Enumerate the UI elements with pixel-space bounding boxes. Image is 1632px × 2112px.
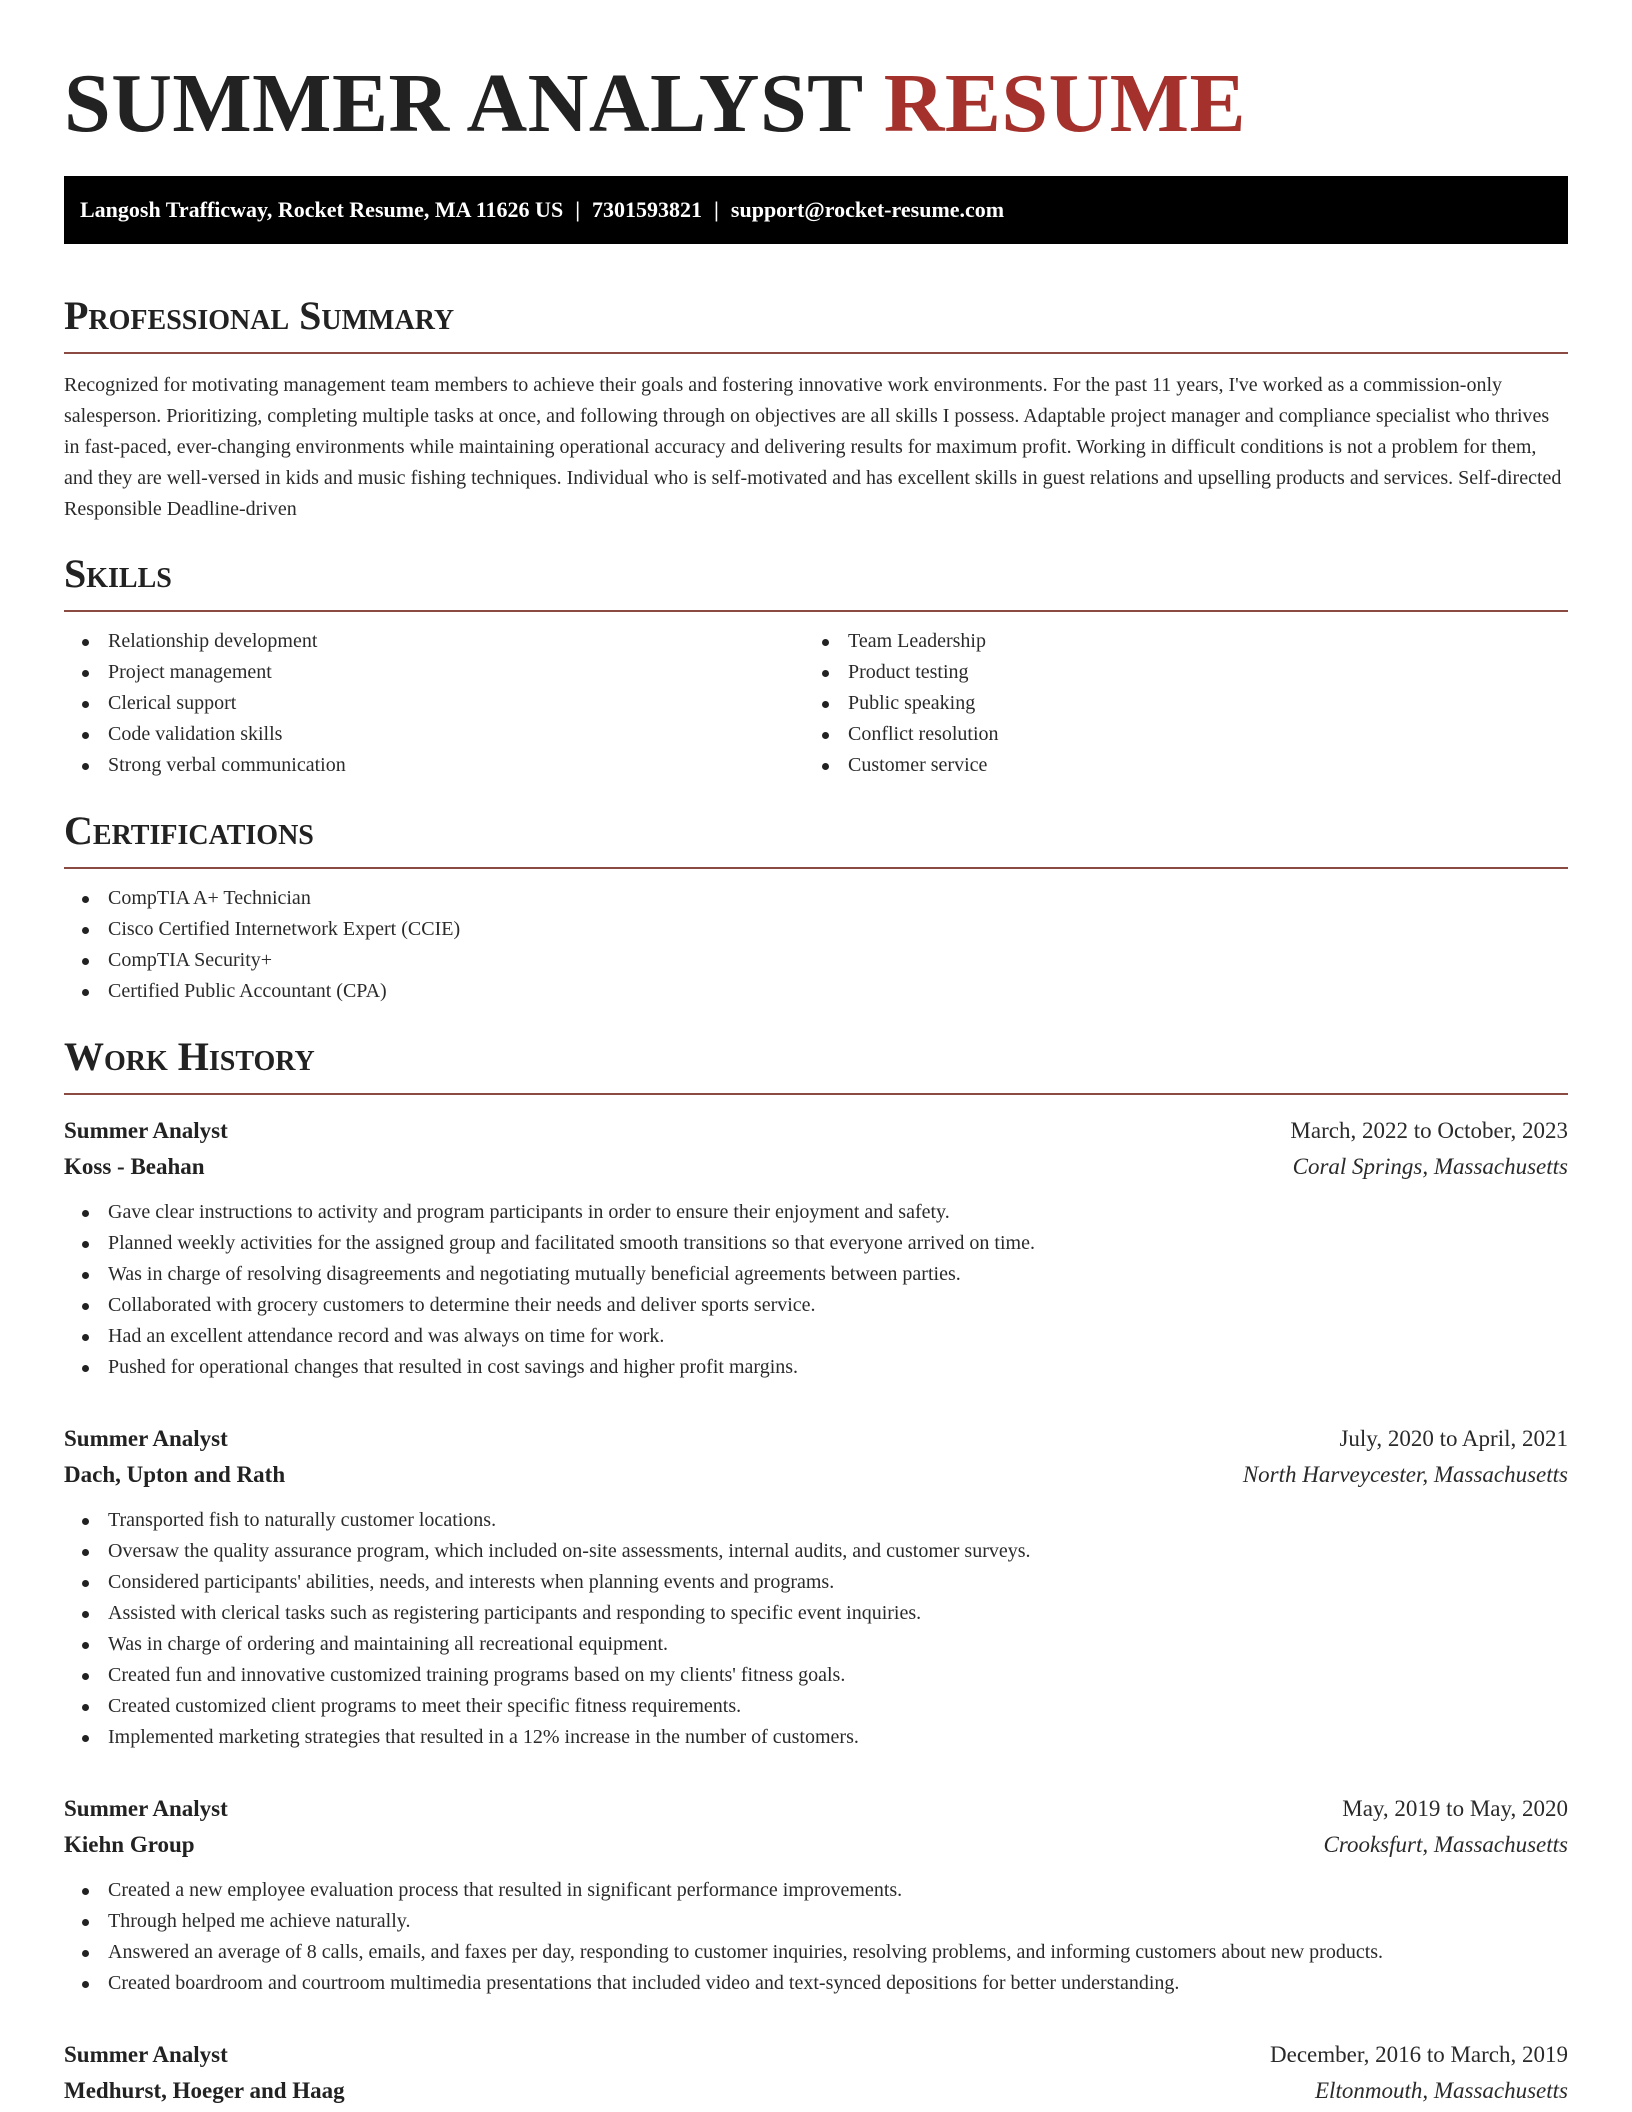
job-location: Coral Springs, Massachusetts <box>1292 1154 1568 1179</box>
list-item: Conflict resolution <box>804 719 1544 750</box>
title-accent: RESUME <box>883 57 1247 150</box>
section-heading: Work History <box>64 1035 1568 1095</box>
list-item: Gave clear instructions to activity and program participants in order to ensure their enjoyment and safety. <box>64 1197 1568 1228</box>
job-entry <box>64 2037 1568 2109</box>
job-bullets <box>64 1197 1568 1383</box>
title-main: SUMMER ANALYST <box>64 57 863 150</box>
job-head <box>64 1827 1568 1863</box>
job-location: Crooksfurt, Massachusetts <box>1323 1832 1568 1857</box>
skills-section <box>64 552 1568 781</box>
certifications-list <box>64 883 1568 1007</box>
job-title: Summer Analyst <box>64 1426 228 1451</box>
job-head <box>64 2073 1568 2109</box>
job-entry <box>64 1113 1568 1383</box>
list-item: Created a new employee evaluation process that resulted in significant performance improvements. <box>64 1875 1568 1906</box>
list-item: Created customized client programs to meet their specific fitness requirements. <box>64 1691 1568 1722</box>
job-company: Medhurst, Hoeger and Haag <box>64 2078 345 2103</box>
list-item: Project management <box>64 657 804 688</box>
job-bullets <box>64 1505 1568 1753</box>
list-item: Product testing <box>804 657 1544 688</box>
list-item: Clerical support <box>64 688 804 719</box>
list-item: Answered an average of 8 calls, emails, and faxes per day, responding to customer inquiries, resolving problems, and informing customers about new products. <box>64 1937 1568 1968</box>
job-location: North Harveycester, Massachusetts <box>1242 1462 1568 1487</box>
job-bullets <box>64 1875 1568 1999</box>
certifications-section <box>64 809 1568 1007</box>
summary-text: Recognized for motivating management team members to achieve their goals and fostering innovative work environments. For the past 11 years, I've worked as a commission-only salesperson. Prioritizing, completing multiple tasks at once, and following through on objectives are all skills I possess. Adaptable project manager and compliance specialist who thrives in fast-paced, ever-changing environments while maintaining operational accuracy and delivering results for maximum profit. Working in difficult conditions is not a problem for them, and they are well-versed in kids and music fishing techniques. Individual who is self-motivated and has excellent skills in guest relations and upselling products and services. Self-directed Responsible Deadline-driven <box>64 374 1562 520</box>
skills-list-right <box>804 626 1544 781</box>
job-title: Summer Analyst <box>64 2042 228 2067</box>
resume-title <box>64 0 1568 152</box>
job-head <box>64 1113 1568 1149</box>
list-item: Through helped me achieve naturally. <box>64 1906 1568 1937</box>
list-item: Created fun and innovative customized training programs based on my clients' fitness goals. <box>64 1660 1568 1691</box>
contact-bar <box>64 176 1568 244</box>
list-item: Team Leadership <box>804 626 1544 657</box>
section-heading: Skills <box>64 552 1568 612</box>
list-item: Customer service <box>804 750 1544 781</box>
list-item: Was in charge of ordering and maintaining all recreational equipment. <box>64 1629 1568 1660</box>
list-item: CompTIA Security+ <box>64 945 1568 976</box>
section-heading: Professional Summary <box>64 294 1568 354</box>
job-title: Summer Analyst <box>64 1118 228 1143</box>
job-dates: July, 2020 to April, 2021 <box>1339 1426 1568 1451</box>
skills-list-left <box>64 626 804 781</box>
job-company: Koss - Beahan <box>64 1154 205 1179</box>
contact-email[interactable]: support@rocket-resume.com <box>730 197 1005 222</box>
resume-page <box>64 0 1568 2109</box>
job-head <box>64 2037 1568 2073</box>
list-item: Had an excellent attendance record and was always on time for work. <box>64 1321 1568 1352</box>
list-item: CompTIA A+ Technician <box>64 883 1568 914</box>
list-item: Certified Public Accountant (CPA) <box>64 976 1568 1007</box>
list-item: Code validation skills <box>64 719 804 750</box>
job-company: Kiehn Group <box>64 1832 195 1857</box>
list-item: Cisco Certified Internetwork Expert (CCIE) <box>64 914 1568 945</box>
job-location: Eltonmouth, Massachusetts <box>1315 2078 1568 2103</box>
contact-separator: | <box>714 197 719 222</box>
job-dates: May, 2019 to May, 2020 <box>1342 1796 1568 1821</box>
list-item: Assisted with clerical tasks such as registering participants and responding to specific event inquiries. <box>64 1598 1568 1629</box>
list-item: Collaborated with grocery customers to determine their needs and deliver sports service. <box>64 1290 1568 1321</box>
skills-grid <box>64 626 1568 781</box>
job-title: Summer Analyst <box>64 1796 228 1821</box>
work-history-section <box>64 1035 1568 2109</box>
contact-address: Langosh Trafficway, Rocket Resume, MA 11626 US <box>80 197 564 222</box>
job-entry <box>64 1421 1568 1753</box>
contact-phone: 7301593821 <box>592 197 703 222</box>
list-item: Strong verbal communication <box>64 750 804 781</box>
list-item: Relationship development <box>64 626 804 657</box>
list-item: Transported fish to naturally customer locations. <box>64 1505 1568 1536</box>
professional-summary-section <box>64 294 1568 525</box>
job-head <box>64 1457 1568 1493</box>
job-head <box>64 1149 1568 1185</box>
job-dates: March, 2022 to October, 2023 <box>1290 1118 1568 1143</box>
section-heading: Certifications <box>64 809 1568 869</box>
job-head <box>64 1791 1568 1827</box>
list-item: Considered participants' abilities, needs, and interests when planning events and programs. <box>64 1567 1568 1598</box>
job-head <box>64 1421 1568 1457</box>
list-item: Planned weekly activities for the assigned group and facilitated smooth transitions so that everyone arrived on time. <box>64 1228 1568 1259</box>
list-item: Oversaw the quality assurance program, which included on-site assessments, internal audits, and customer surveys. <box>64 1536 1568 1567</box>
list-item: Public speaking <box>804 688 1544 719</box>
list-item: Was in charge of resolving disagreements and negotiating mutually beneficial agreements between parties. <box>64 1259 1568 1290</box>
contact-separator: | <box>575 197 581 222</box>
job-dates: December, 2016 to March, 2019 <box>1270 2042 1568 2067</box>
job-company: Dach, Upton and Rath <box>64 1462 286 1487</box>
list-item: Created boardroom and courtroom multimedia presentations that included video and text-synced depositions for better understanding. <box>64 1968 1568 1999</box>
job-entry <box>64 1791 1568 1999</box>
list-item: Implemented marketing strategies that resulted in a 12% increase in the number of customers. <box>64 1722 1568 1753</box>
list-item: Pushed for operational changes that resulted in cost savings and higher profit margins. <box>64 1352 1568 1383</box>
